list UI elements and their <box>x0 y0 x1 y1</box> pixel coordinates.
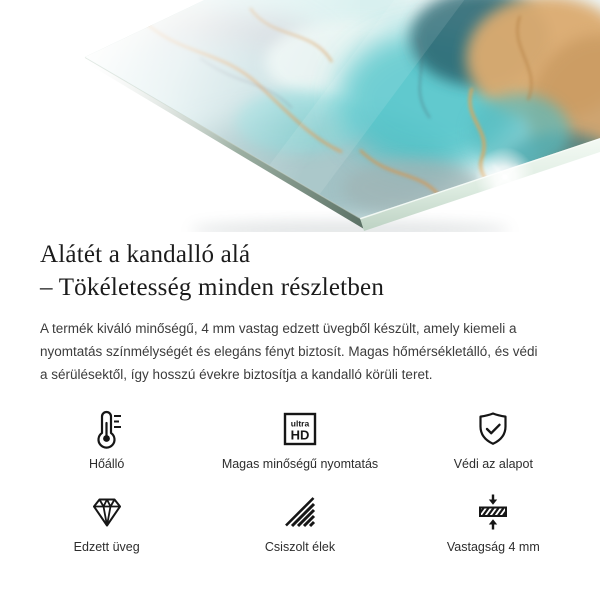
feature-grid <box>0 409 600 554</box>
product-image <box>0 0 600 232</box>
feature-heat-resistant <box>10 409 203 471</box>
feature-label: Edzett üveg <box>73 540 140 554</box>
ultra-hd-icon-text-top: ultra <box>290 418 310 429</box>
thickness-icon <box>473 492 513 532</box>
product-description: A termék kiváló minőségű, 4 mm vastag edzett üvegből készült, amely kiemeli a nyomtatás színmélységét és elegáns fényt biztosít. Magas hőmérsékletálló, és védi a sérülésektől, így hosszú évekre biztosítja a kandalló körüli teret. <box>40 321 538 382</box>
diamond-icon <box>87 492 127 532</box>
title-line-1: Alátét a kandalló alá <box>40 241 251 268</box>
feature-label: Hőálló <box>88 457 125 471</box>
page-title <box>40 238 560 304</box>
feature-label: Magas minőségű nyomtatás <box>221 457 379 471</box>
feature-label: Csiszolt élek <box>264 540 336 554</box>
glass-panel-graphic <box>0 0 600 232</box>
ultra-hd-icon-text-bottom: HD <box>290 427 310 443</box>
feature-label: Védi az alapot <box>453 457 533 471</box>
feature-label: Vastagság 4 mm <box>446 540 540 554</box>
feature-polished-edges <box>203 492 396 554</box>
feature-protects-base <box>397 409 590 471</box>
feature-print-quality <box>203 409 396 471</box>
polished-edges-icon <box>280 492 320 532</box>
title-line-2: – Tökéletesség minden részletben <box>40 274 385 301</box>
sparkle-highlight <box>475 147 535 207</box>
ultra-hd-icon <box>280 409 320 449</box>
glass-shadow <box>190 221 510 232</box>
feature-tempered-glass <box>10 492 203 554</box>
shield-check-icon <box>473 409 513 449</box>
feature-thickness <box>397 492 590 554</box>
thermometer-icon <box>87 409 127 449</box>
